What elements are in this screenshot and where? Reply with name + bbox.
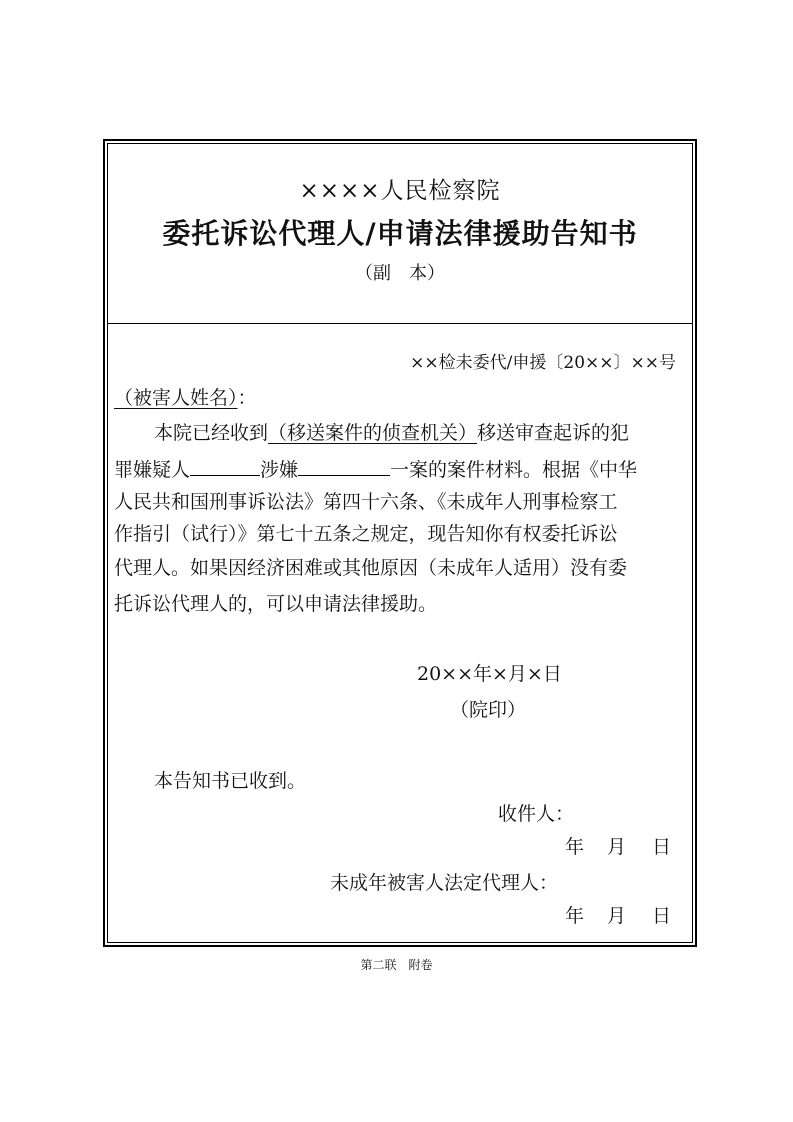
receipt-statement: 本告知书已收到。 <box>154 770 307 792</box>
month-label: 月 <box>607 836 627 858</box>
body-text: 本院已经收到 <box>154 422 269 444</box>
header-divider <box>107 323 693 324</box>
suspect-name-blank <box>190 457 260 476</box>
investigating-agency: （移送案件的侦查机关） <box>268 422 478 444</box>
recipient-label: 收件人： <box>498 803 575 825</box>
copy-label: （副 本） <box>355 263 445 284</box>
day-label: 日 <box>652 905 672 927</box>
body-line-2 <box>114 455 637 482</box>
seal-label: （院印） <box>450 699 527 721</box>
recipient-date <box>565 832 671 859</box>
year-label: 年 <box>565 836 585 858</box>
year-label: 年 <box>565 905 585 927</box>
day-label: 日 <box>652 836 672 858</box>
issue-date: 20××年×月×日 <box>417 663 562 685</box>
body-line-1 <box>154 418 629 445</box>
body-line-3: 人民共和国刑事诉讼法》第四十六条、《未成年人刑事检察工 <box>114 491 618 513</box>
body-text: 涉嫌 <box>260 459 299 481</box>
copy-designation-footer: 第二联 附卷 <box>360 958 433 972</box>
body-line-5: 代理人。如果因经济困难或其他原因（未成年人适用）没有委 <box>114 557 628 579</box>
month-label: 月 <box>607 905 627 927</box>
document-title: 委托诉讼代理人/申请法律援助告知书 <box>162 217 638 250</box>
body-line-4: 作指引（试行）》第七十五条之规定，现告知你有权委托诉讼 <box>114 523 618 545</box>
addressee-colon: ： <box>237 387 257 409</box>
charge-blank <box>298 457 390 476</box>
guardian-label: 未成年被害人法定代理人： <box>330 872 559 894</box>
body-text: 移送审查起诉的犯 <box>477 422 630 444</box>
body-line-6: 托诉讼代理人的，可以申请法律援助。 <box>114 593 438 615</box>
body-text: 一案的案件材料。根据《中华 <box>390 459 638 481</box>
procuratorate-name: ××××人民检察院 <box>299 178 501 204</box>
body-text: 罪嫌疑人 <box>114 459 191 481</box>
addressee-line <box>114 383 257 410</box>
addressee-name: （被害人姓名） <box>114 387 238 409</box>
document-number: ××检未委代/申援〔20××〕××号 <box>410 353 676 373</box>
guardian-date <box>565 901 671 928</box>
